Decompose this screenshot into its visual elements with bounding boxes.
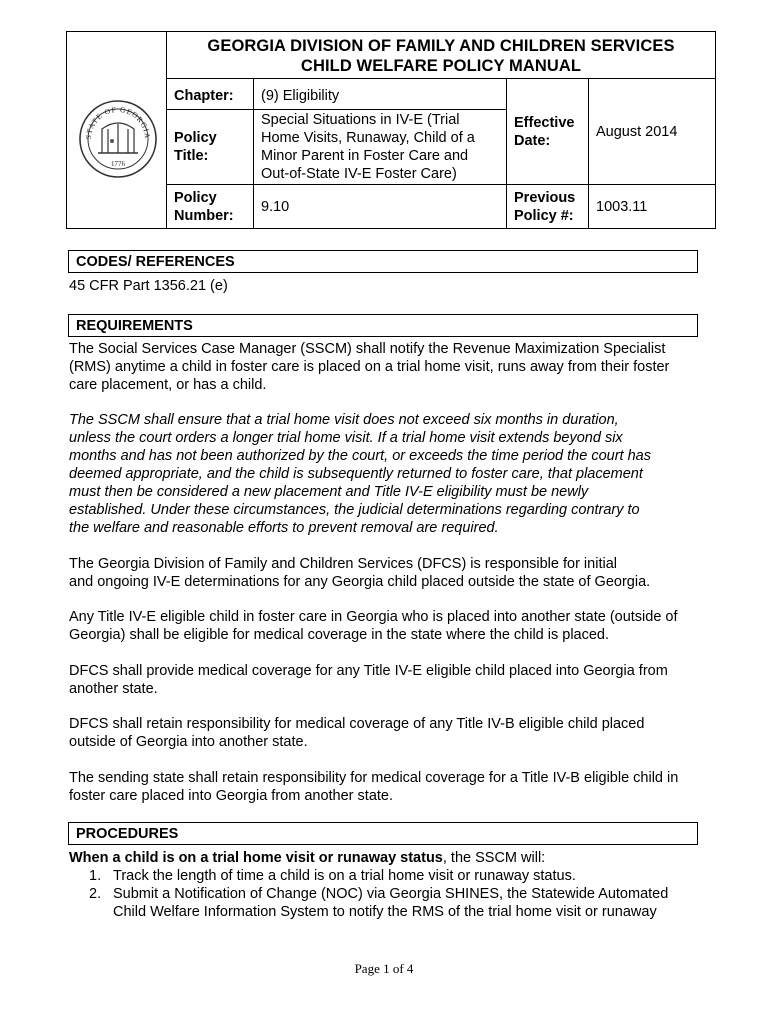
requirements-paragraph-3: The Georgia Division of Family and Children Services (DFCS) is responsible for initial and ongoing IV-E determinations for any Georgia child placed outside the state of Georgia. (69, 556, 651, 590)
seal-year: 1776 (111, 160, 125, 168)
chapter-value: (9) Eligibility (261, 88, 340, 104)
requirements-paragraph-5: DFCS shall provide medical coverage for any Title IV-E eligible child placed into Georgia from another state. (69, 663, 668, 697)
title-divider (166, 78, 715, 79)
list-item: 2. Submit a Notification of Change (NOC) via Georgia SHINES, the Statewide Automated Child Welfare Information System to notify the RMS of the trial home visit or runaway (89, 886, 669, 920)
previous-policy-label: Previous Policy #: (514, 190, 576, 224)
date-col-divider (588, 78, 589, 228)
codes-text: 45 CFR Part 1356.21 (e) (69, 278, 228, 294)
page-number: Page 1 of 4 (354, 961, 414, 976)
policy-title-label: Policy Title: (174, 130, 217, 164)
chapter-label: Chapter: (174, 88, 234, 104)
requirements-paragraph-1: The Social Services Case Manager (SSCM) shall notify the Revenue Maximization Specialist (RMS) anytime a child in foster care is placed on a trial home visit, runs away from their foster care placement, or has a child. (69, 341, 670, 393)
effective-date-label: Effective Date: (514, 115, 575, 149)
label-col-divider (253, 78, 254, 228)
requirements-paragraph-6: DFCS shall retain responsibility for medical coverage of any Title IV-B eligible child placed outside of Georgia into another state. (69, 716, 645, 750)
policy-number-value: 9.10 (261, 199, 290, 215)
list-item: 1. Track the length of time a child is on a trial home visit or runaway status. (89, 868, 576, 884)
agency-title: GEORGIA DIVISION OF FAMILY AND CHILDREN SERVICES (207, 37, 675, 55)
policy-title-value: Special Situations in IV-E (Trial Home Visits, Runaway, Child of a Minor Parent in Foster Care and Out-of-State IV-E Foster Care) (261, 112, 475, 182)
chapter-divider (166, 109, 506, 110)
value-col-divider (506, 78, 507, 228)
procedures-intro-rest: , the SSCM will: (442, 850, 546, 866)
procedures-heading: PROCEDURES (68, 822, 698, 845)
seal-text: STATE OF GEORGIA (83, 104, 153, 140)
number-divider (166, 184, 715, 185)
procedures-intro-bold: When a child is on a trial home visit or runaway status (69, 850, 443, 866)
effective-date-value: August 2014 (596, 124, 678, 140)
procedures-list (69, 867, 695, 921)
requirements-paragraph-7: The sending state shall retain responsibility for medical coverage for a Title IV-B eligible child in foster care placed into Georgia from another state. (69, 770, 679, 804)
previous-policy-value: 1003.11 (596, 199, 648, 215)
requirements-paragraph-4: Any Title IV-E eligible child in foster care in Georgia who is placed into another state (outside of Georgia) shall be eligible for medical coverage in the state where the child is placed. (69, 609, 678, 643)
policy-header-table (66, 31, 716, 229)
requirements-paragraph-2: The SSCM shall ensure that a trial home visit does not exceed six months in duration, unless the court orders a longer trial home visit. If a trial home visit extends beyond six months and has not been authorized by the court, or exceeds the time period the court has deemed appropriate, and the child is subsequently returned to foster care, that placement must then be considered a new placement and Title IV-E eligibility must be newly established. Under these circumstances, the judicial determinations regarding contrary to the welfare and reasonable efforts to prevent removal are required. (69, 412, 651, 536)
requirements-heading: REQUIREMENTS (68, 314, 698, 337)
state-seal-icon (76, 77, 160, 201)
manual-title: CHILD WELFARE POLICY MANUAL (300, 57, 582, 75)
policy-number-label: Policy Number: (174, 190, 234, 224)
procedures-intro (69, 849, 695, 867)
codes-heading: CODES/ REFERENCES (68, 250, 698, 273)
